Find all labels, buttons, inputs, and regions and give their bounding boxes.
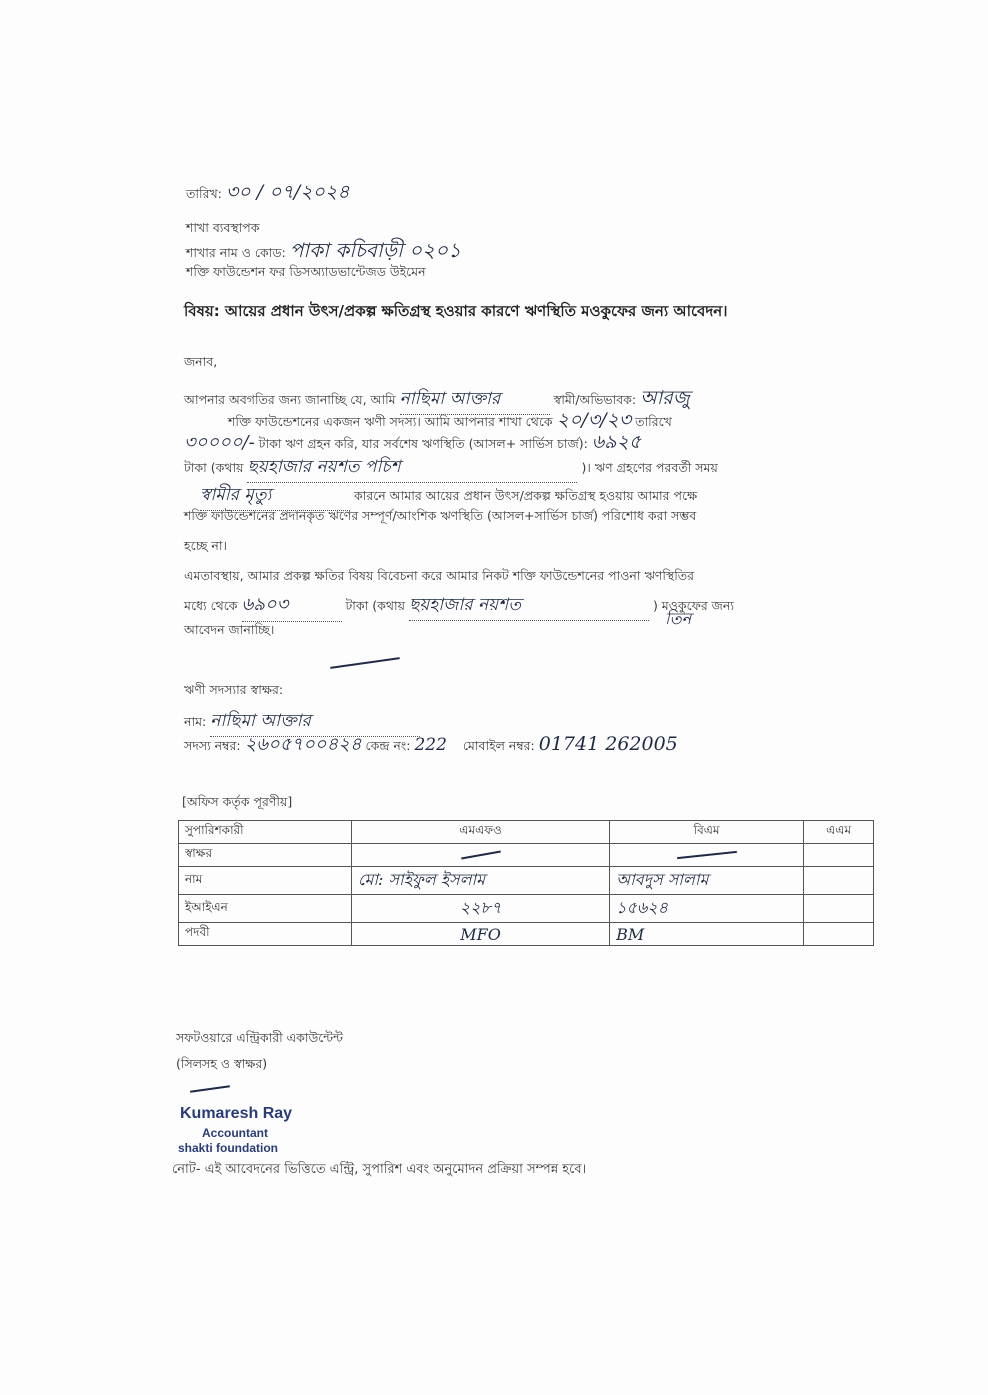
accountant-signature bbox=[190, 1085, 230, 1093]
loan-amount-field: ৩০০০০/- bbox=[184, 432, 255, 453]
table-row bbox=[179, 895, 874, 923]
office-cell: ২২৮৭ bbox=[352, 895, 610, 923]
body-text: কারনে আমার আয়ের প্রধান উৎস/প্রকল্প ক্ষতিগ্রস্থ হওয়ায় আমার পক্ষে bbox=[353, 488, 698, 503]
body-line-7: হচ্ছে না। bbox=[184, 538, 227, 553]
office-cell: ১৫৬২৪ bbox=[610, 895, 804, 923]
office-row-label: নাম bbox=[179, 867, 352, 895]
guardian-name-field: আরজু bbox=[640, 387, 690, 409]
member-name-value: নাছিমা আক্তার bbox=[210, 708, 420, 737]
body-line-6: শক্তি ফাউন্ডেশনের প্রদানকৃত ঋণের সম্পূর্ণ/আংশিক ঋণস্থিতি (আসল+সার্ভিস চার্জ) পরিশোধ করা সম্ভব bbox=[184, 508, 697, 523]
office-cell bbox=[804, 867, 874, 895]
member-number-value: ২৬০৫৭০০৪২৪ bbox=[244, 734, 362, 755]
recipient-title: শাখা ব্যবস্থাপক bbox=[186, 220, 260, 235]
body-line-9 bbox=[184, 590, 734, 622]
salutation: জনাব, bbox=[184, 354, 218, 369]
member-signature bbox=[330, 657, 400, 669]
member-id-line bbox=[184, 730, 678, 761]
body-text: আপনার অবগতির জন্য জানাচ্ছি যে, আমি bbox=[184, 392, 396, 407]
footer-note: নোট- এই আবেদনের ভিত্তিতে এন্ট্রি, সুপারিশ এবং অনুমোদন প্রক্রিয়া সম্পন্ন হবে। bbox=[172, 1162, 587, 1177]
office-cell: এএম bbox=[804, 821, 874, 844]
org-line: শক্তি ফাউন্ডেশন ফর ডিসঅ্যাডভান্টেজড উইমেন bbox=[186, 264, 426, 279]
branch-label: শাখার নাম ও কোড: bbox=[186, 245, 286, 260]
mobile-label: মোবাইল নম্বর: bbox=[462, 738, 535, 753]
office-cell: বিএম bbox=[610, 821, 804, 844]
office-heading: [অফিস কর্তৃক পূরণীয়] bbox=[182, 794, 293, 809]
office-cell: BM bbox=[610, 923, 804, 946]
body-text: ) মওকুফের জন্য bbox=[652, 598, 734, 613]
member-name-label: নাম: bbox=[184, 714, 207, 729]
waive-amount-field: ৬৯০৩ bbox=[242, 590, 342, 622]
date-line bbox=[186, 178, 350, 210]
office-cell: এমএফও bbox=[352, 821, 610, 844]
member-number-label: সদস্য নম্বর: bbox=[184, 738, 241, 753]
body-line-4 bbox=[184, 454, 718, 483]
mfo-signature bbox=[352, 844, 610, 867]
body-line-10: আবেদন জানাচ্ছি। bbox=[184, 622, 275, 637]
body-text: মধ্যে থেকে bbox=[184, 598, 238, 613]
table-row bbox=[179, 923, 874, 946]
office-cell bbox=[804, 895, 874, 923]
table-row bbox=[179, 867, 874, 895]
body-line-5 bbox=[200, 482, 697, 511]
member-name-field: নাছিমা আক্তার bbox=[400, 386, 550, 415]
body-text: তারিখে bbox=[635, 414, 672, 429]
body-text: টাকা ঋণ গ্রহন করি, যার সর্বশেষ ঋণস্থিতি (আসল+ সার্ভিস চার্জ): bbox=[258, 436, 588, 451]
office-cell bbox=[804, 844, 874, 867]
office-cell: আবদুস সালাম bbox=[610, 867, 804, 895]
office-cell bbox=[804, 923, 874, 946]
office-row-label: ইআইএন bbox=[179, 895, 352, 923]
date-label: তারিখ: bbox=[186, 186, 222, 201]
table-row bbox=[179, 844, 874, 867]
body-text: টাকা (কথায় bbox=[345, 598, 405, 613]
table-row bbox=[179, 821, 874, 844]
accountant-subtitle: (সিলসহ ও স্বাক্ষর) bbox=[176, 1056, 268, 1071]
loan-date-field: ২০/৩/২৩ bbox=[556, 409, 632, 431]
bm-signature bbox=[610, 844, 804, 867]
accountant-title: সফটওয়ারে এন্ট্রিকারী একাউন্টেন্ট bbox=[176, 1030, 343, 1045]
center-value: 222 bbox=[414, 735, 447, 755]
waive-words-field: ছয়হাজার নয়শত bbox=[409, 592, 649, 621]
stamp-title: Accountant bbox=[202, 1126, 268, 1140]
stamp-name: Kumaresh Ray bbox=[180, 1105, 293, 1122]
member-signature-label: ঋণী সদস্যার স্বাক্ষর: bbox=[184, 682, 284, 697]
office-cell: মো: সাইফুল ইসলাম bbox=[352, 867, 610, 895]
mobile-value: 01741 262005 bbox=[538, 733, 678, 755]
body-text: )। ঋণ গ্রহণের পরবর্তী সময় bbox=[581, 460, 718, 475]
stamp-org: shakti foundation bbox=[178, 1141, 278, 1155]
body-text: শক্তি ফাউন্ডেশনের একজন ঋণী সদস্য। আমি আপনার শাখা থেকে bbox=[228, 414, 553, 429]
waive-words-cont: তিন bbox=[665, 609, 692, 628]
body-text: স্বামী/অভিভাবক: bbox=[553, 392, 637, 407]
balance-amount-field: ৬৯২৫ bbox=[591, 431, 642, 453]
date-value: ৩০ / ০৭/২০২৪ bbox=[225, 181, 350, 203]
balance-words-field: ছয়হাজার নয়শত পচিশ bbox=[247, 454, 577, 483]
branch-value: পাকা কচিবাড়ী ০২০১ bbox=[289, 238, 462, 262]
office-table bbox=[178, 820, 874, 946]
office-cell: MFO bbox=[352, 923, 610, 946]
office-row-label: পদবী bbox=[179, 923, 352, 946]
office-row-label: সুপারিশকারী bbox=[179, 821, 352, 844]
body-line-8: এমতাবস্থায়, আমার প্রকল্প ক্ষতির বিষয় বিবেচনা করে আমার নিকট শক্তি ফাউন্ডেশনের পাওনা ঋণস্থিতির bbox=[184, 568, 695, 583]
body-text: টাকা (কথায় bbox=[184, 460, 244, 475]
subject-line: বিষয়: আয়ের প্রধান উৎস/প্রকল্প ক্ষতিগ্রস্থ হওয়ার কারণে ঋণস্থিতি মওকুফের জন্য আবেদন। bbox=[184, 302, 728, 320]
center-label: কেন্দ্র নং: bbox=[365, 738, 411, 753]
reason-field: স্বামীর মৃত্যু bbox=[200, 482, 350, 511]
office-row-label: স্বাক্ষর bbox=[179, 844, 352, 867]
